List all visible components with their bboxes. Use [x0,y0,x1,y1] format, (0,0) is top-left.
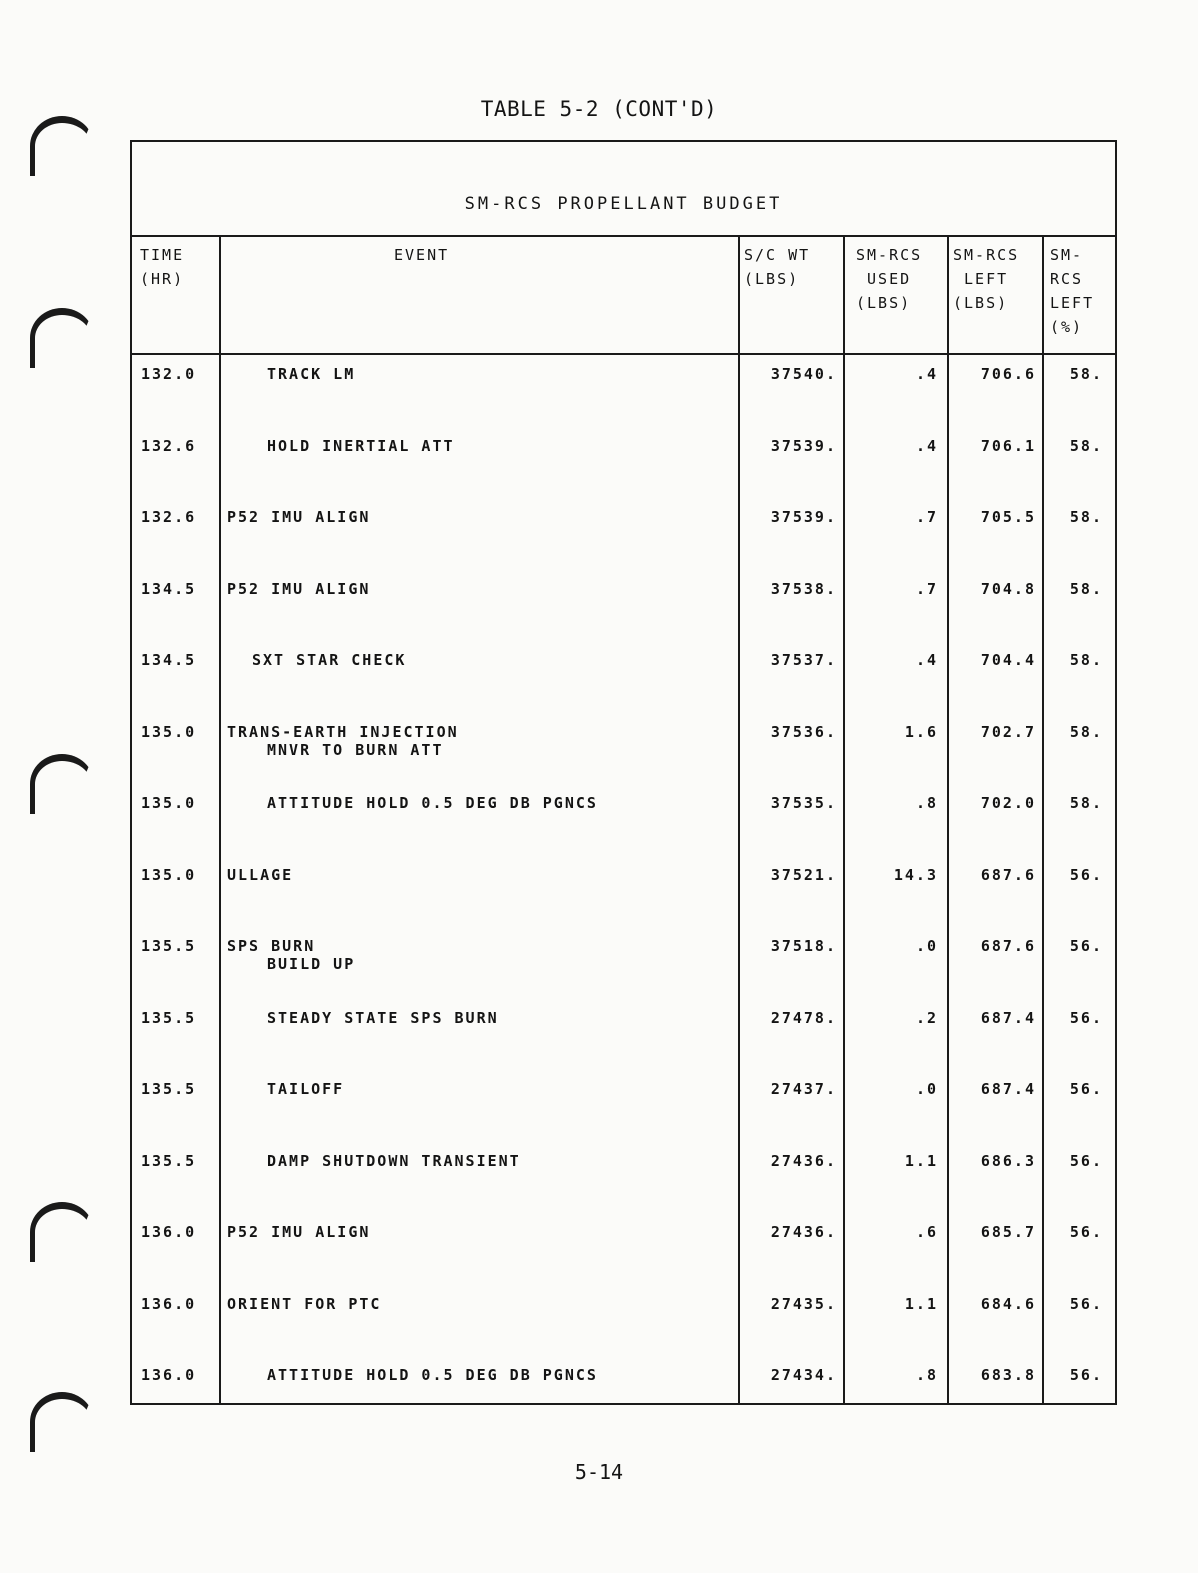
rcs-left-pct-cell: 56. [1069,1223,1103,1241]
rcs-left-pct-cell: 56. [1069,1294,1103,1313]
rcs-left-lbs-cell: 702.0 [980,794,1036,812]
rcs-left-pct-cell: 58. [1069,651,1103,669]
table-row [132,998,1115,1070]
rcs-left-pct-cell: 58. [1069,794,1103,812]
rcs-left-pct-cell: 58. [1069,436,1103,455]
time-cell: 135.0 [141,865,197,884]
event-cell: ORIENT FOR PTC [227,1294,382,1313]
event-cell: TRACK LM [267,365,356,383]
header-sc-weight: S/C WT (LBS) [744,246,811,288]
time-cell: 135.5 [141,1151,197,1170]
rcs-left-lbs-cell: 704.8 [980,579,1036,598]
binder-hole [30,754,94,814]
time-cell: 135.5 [141,1080,197,1098]
rcs-used-cell: .4 [915,365,938,383]
rcs-left-pct-cell: 58. [1069,722,1103,741]
binder-hole [30,1202,94,1262]
table-row [132,569,1115,641]
time-cell: 132.0 [141,365,197,383]
propellant-budget-table [130,140,1117,1405]
time-cell: 135.0 [141,722,197,741]
sc-weight-cell: 27435. [770,1294,837,1313]
rcs-left-lbs-cell: 706.6 [980,365,1036,383]
rcs-left-lbs-cell: 684.6 [980,1294,1036,1313]
table-row [132,354,1115,426]
rcs-left-pct-cell: 56. [1069,1008,1103,1027]
rcs-left-pct-cell: 56. [1069,1366,1103,1384]
page-number: 5-14 [574,1460,624,1484]
rcs-used-cell: .8 [915,794,938,812]
table-row [132,1212,1115,1284]
table-body [132,354,1115,1427]
time-cell: 135.5 [141,937,197,955]
rcs-used-cell: 1.6 [904,722,938,741]
sc-weight-cell: 37540. [770,365,837,383]
rcs-left-pct-cell: 58. [1069,508,1103,526]
rcs-left-lbs-cell: 706.1 [980,436,1036,455]
time-cell: 132.6 [141,508,197,526]
table-row [132,1284,1115,1356]
rcs-left-pct-cell: 56. [1069,1080,1103,1098]
time-cell: 134.5 [141,651,197,669]
header-rcs-left-lbs: SM-RCS LEFT (LBS) [953,246,1020,312]
sc-weight-cell: 37535. [770,794,837,812]
rcs-used-cell: .0 [915,1080,938,1098]
rcs-left-lbs-cell: 687.6 [980,865,1036,884]
sc-weight-cell: 27437. [770,1080,837,1098]
sc-weight-cell: 37538. [770,579,837,598]
rcs-left-pct-cell: 56. [1069,865,1103,884]
rcs-left-lbs-cell: 704.4 [980,651,1036,669]
event-cell-line2: MNVR TO BURN ATT [267,740,444,759]
event-cell: P52 IMU ALIGN [227,1223,371,1241]
table-row [132,426,1115,498]
binder-hole [30,1392,94,1452]
table-row [132,1141,1115,1213]
table-title: TABLE 5-2 (CONT'D) [480,97,718,121]
rcs-used-cell: .2 [915,1008,938,1027]
event-cell: ATTITUDE HOLD 0.5 DEG DB PGNCS [267,1366,598,1384]
binder-hole [30,116,94,176]
sc-weight-cell: 27436. [770,1151,837,1170]
rcs-left-lbs-cell: 705.5 [980,508,1036,526]
event-cell: DAMP SHUTDOWN TRANSIENT [267,1151,521,1170]
rcs-used-cell: .6 [915,1223,938,1241]
rcs-left-lbs-cell: 687.4 [980,1080,1036,1098]
table-row [132,497,1115,569]
table-row [132,712,1115,784]
sc-weight-cell: 27434. [770,1366,837,1384]
event-cell: P52 IMU ALIGN [227,579,371,598]
event-cell: TAILOFF [267,1080,345,1098]
rcs-used-cell: 1.1 [904,1151,938,1170]
event-cell: TRANS-EARTH INJECTION [227,722,459,741]
event-cell: ULLAGE [227,865,294,884]
table-row [132,783,1115,855]
event-cell: ATTITUDE HOLD 0.5 DEG DB PGNCS [267,794,598,812]
rcs-left-pct-cell: 56. [1069,937,1103,955]
event-cell: P52 IMU ALIGN [227,508,371,526]
rcs-left-lbs-cell: 687.4 [980,1008,1036,1027]
time-cell: 135.0 [141,794,197,812]
rcs-left-lbs-cell: 687.6 [980,937,1036,955]
time-cell: 135.5 [141,1008,197,1027]
table-row [132,640,1115,712]
rcs-used-cell: .7 [915,579,938,598]
header-rcs-left-pct: SM- RCS LEFT (%) [1050,246,1095,336]
sc-weight-cell: 37537. [770,651,837,669]
budget-title: SM-RCS PROPELLANT BUDGET [132,142,1115,237]
sc-weight-cell: 37536. [770,722,837,741]
event-cell: SPS BURN [227,937,316,955]
header-event: EVENT [394,246,450,264]
rcs-left-lbs-cell: 686.3 [980,1151,1036,1170]
rcs-left-lbs-cell: 702.7 [980,722,1036,741]
table-row [132,1355,1115,1427]
rcs-used-cell: .4 [915,651,938,669]
sc-weight-cell: 37521. [770,865,837,884]
table-row [132,855,1115,927]
header-rcs-used: SM-RCS USED (LBS) [856,246,923,312]
rcs-used-cell: 14.3 [893,865,938,884]
rcs-left-pct-cell: 56. [1069,1151,1103,1170]
rcs-used-cell: .0 [915,937,938,955]
sc-weight-cell: 37539. [770,508,837,526]
event-cell: SXT STAR CHECK [252,651,407,669]
sc-weight-cell: 27478. [770,1008,837,1027]
rcs-left-pct-cell: 58. [1069,365,1103,383]
header-time: TIME (HR) [140,246,185,288]
rcs-left-lbs-cell: 685.7 [980,1223,1036,1241]
time-cell: 136.0 [141,1294,197,1313]
time-cell: 136.0 [141,1223,197,1241]
rcs-used-cell: .4 [915,436,938,455]
table-row [132,1069,1115,1141]
time-cell: 136.0 [141,1366,197,1384]
rcs-used-cell: .7 [915,508,938,526]
rcs-left-pct-cell: 58. [1069,579,1103,598]
sc-weight-cell: 37539. [770,436,837,455]
binder-hole [30,308,94,368]
time-cell: 132.6 [141,436,197,455]
sc-weight-cell: 27436. [770,1223,837,1241]
event-cell-line2: BUILD UP [267,955,356,973]
time-cell: 134.5 [141,579,197,598]
table-row [132,926,1115,998]
rcs-left-lbs-cell: 683.8 [980,1366,1036,1384]
sc-weight-cell: 37518. [770,937,837,955]
rcs-used-cell: 1.1 [904,1294,938,1313]
event-cell: HOLD INERTIAL ATT [267,436,455,455]
rcs-used-cell: .8 [915,1366,938,1384]
event-cell: STEADY STATE SPS BURN [267,1008,499,1027]
